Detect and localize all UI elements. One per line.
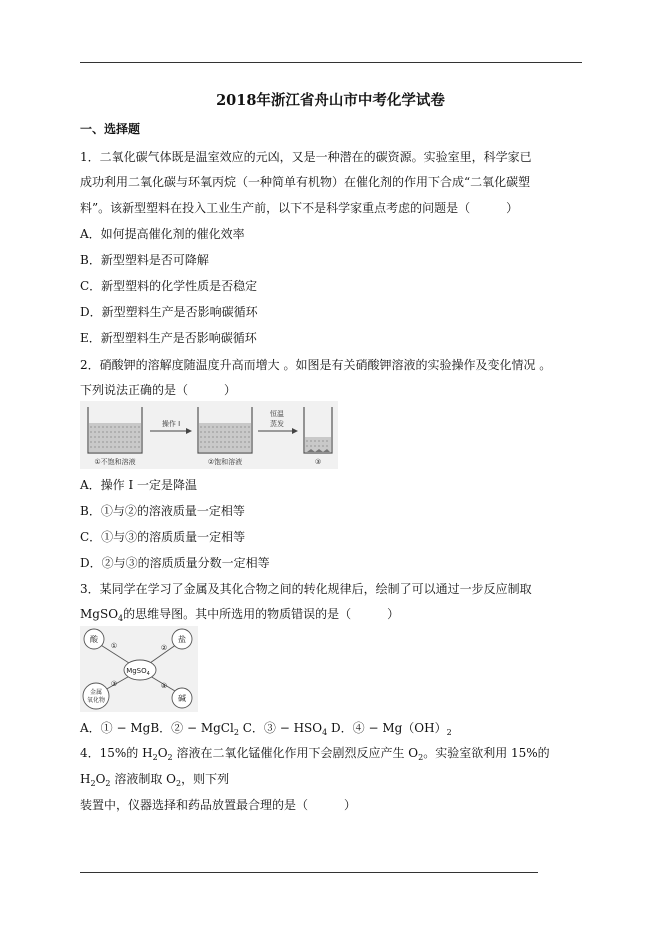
q1-option-b: B．新型塑料是否可降解 bbox=[80, 253, 209, 267]
caption-1: ①不饱和溶液 bbox=[94, 458, 136, 466]
q3-formula: MgSO bbox=[80, 607, 119, 621]
q3-mindmap-figure bbox=[80, 626, 198, 712]
q4-line-3: 装置中，仪器选择和药品放置最合理的是（ ） bbox=[80, 798, 357, 812]
q3-formula-sub: 4 bbox=[118, 614, 124, 623]
q3-line-2-text: 的思维导图。其中所选用的物质错误的是（ ） bbox=[123, 607, 400, 621]
q4-l2-b: O bbox=[95, 772, 106, 786]
q1-option-d: D．新型塑料生产是否影响碳循环 bbox=[80, 305, 258, 319]
q4-l1-s2: 2 bbox=[167, 753, 173, 762]
q3-sub-2: 4 bbox=[322, 728, 328, 737]
svg-text:酸: 酸 bbox=[90, 635, 98, 644]
q4-l2-s3: 2 bbox=[175, 779, 182, 788]
label-4: ④ bbox=[160, 682, 168, 690]
top-rule bbox=[80, 62, 582, 63]
label-3: ③ bbox=[110, 680, 118, 688]
node-salt bbox=[172, 629, 192, 649]
op2-label-b: 蒸发 bbox=[270, 420, 284, 428]
q1-line-2: 成功利用二氧化碳与环氧丙烷（一种简单有机物）在催化剂的作用下合成“二氧化碳塑 bbox=[80, 175, 531, 189]
q1-line-1: 1．二氧化碳气体既是温室效应的元凶，又是一种潜在的碳资源。实验室里，科学家已 bbox=[80, 150, 532, 164]
q4-line-1 bbox=[80, 745, 550, 761]
q1-line-3: 料”。该新型塑料在投入工业生产前，以下不是科学家重点考虑的问题是（ ） bbox=[80, 201, 519, 215]
q2-option-d: D．②与③的溶质质量分数一定相等 bbox=[80, 556, 270, 570]
label-2: ② bbox=[160, 644, 168, 652]
q3-line-2 bbox=[80, 606, 399, 622]
op2-label-a: 恒温 bbox=[270, 410, 284, 418]
q2-line-2: 下列说法正确的是（ ） bbox=[80, 383, 237, 397]
q1-option-a: A．如何提高催化剂的催化效率 bbox=[80, 227, 245, 241]
q4-l1-a: 4．15%的 H bbox=[80, 746, 153, 760]
label-1: ① bbox=[110, 642, 118, 650]
svg-text:金属: 金属 bbox=[89, 689, 103, 696]
node-base bbox=[172, 688, 192, 708]
q4-l1-b: O bbox=[157, 746, 168, 760]
q2-option-b: B．①与②的溶液质量一定相等 bbox=[80, 504, 245, 518]
node-center bbox=[124, 660, 156, 680]
svg-text:盐: 盐 bbox=[178, 635, 186, 644]
node-oxide bbox=[83, 683, 109, 709]
node-acid bbox=[84, 629, 104, 649]
q4-l2-a: H bbox=[80, 772, 91, 786]
q3-sub-3: 2 bbox=[446, 728, 452, 737]
q4-l1-s1: 2 bbox=[152, 753, 158, 762]
section-heading: 一、选择题 bbox=[80, 122, 141, 136]
q3-options bbox=[80, 720, 452, 736]
q2-option-a: A．操作 I 一定是降温 bbox=[80, 478, 198, 492]
q3-option-ab: A．① − MgB．② − MgCl bbox=[80, 721, 234, 735]
q4-l1-d: 。实验室欲利用 15%的 bbox=[423, 746, 550, 760]
q2-option-c: C．①与③的溶质质量一定相等 bbox=[80, 530, 246, 544]
svg-text:氧化物: 氧化物 bbox=[86, 697, 106, 704]
q4-l1-c: 溶液在二氧化锰催化作用下会剧烈反应产生 O bbox=[172, 746, 419, 760]
q4-l2-s2: 2 bbox=[105, 779, 111, 788]
op1-label: 操作 I bbox=[161, 420, 181, 428]
q4-l1-s3: 2 bbox=[418, 753, 424, 762]
q4-line-2 bbox=[80, 771, 229, 787]
caption-3: ③ bbox=[314, 458, 322, 466]
caption-2: ②饱和溶液 bbox=[207, 458, 243, 466]
q3-sub-1: 2 bbox=[233, 728, 239, 737]
q2-beaker-figure bbox=[80, 401, 338, 469]
q1-option-c: C．新型塑料的化学性质是否稳定 bbox=[80, 279, 258, 293]
q4-l2-c: 溶液制取 O bbox=[110, 772, 176, 786]
svg-text:碱: 碱 bbox=[178, 694, 186, 703]
q1-option-e: E．新型塑料生产是否影响碳循环 bbox=[80, 331, 257, 345]
bottom-rule bbox=[80, 872, 538, 873]
q3-line-1: 3．某同学在学习了金属及其化合物之间的转化规律后，绘制了可以通过一步反应制取 bbox=[80, 582, 532, 596]
page-title: 2018年浙江省舟山市中考化学试卷 bbox=[216, 92, 445, 109]
q3-option-c: C．③ − HSO bbox=[238, 721, 323, 735]
q4-l2-s1: 2 bbox=[90, 779, 96, 788]
q4-l2-d: ，则下列 bbox=[181, 772, 230, 786]
q3-option-d: D．④ − Mg（OH） bbox=[327, 721, 447, 735]
q2-line-1: 2．硝酸钾的溶解度随温度升高而增大 。如图是有关硝酸钾溶液的实验操作及变化情况 。 bbox=[80, 358, 552, 372]
svg-text:MgSO4: MgSO$_4$ bbox=[126, 667, 150, 677]
